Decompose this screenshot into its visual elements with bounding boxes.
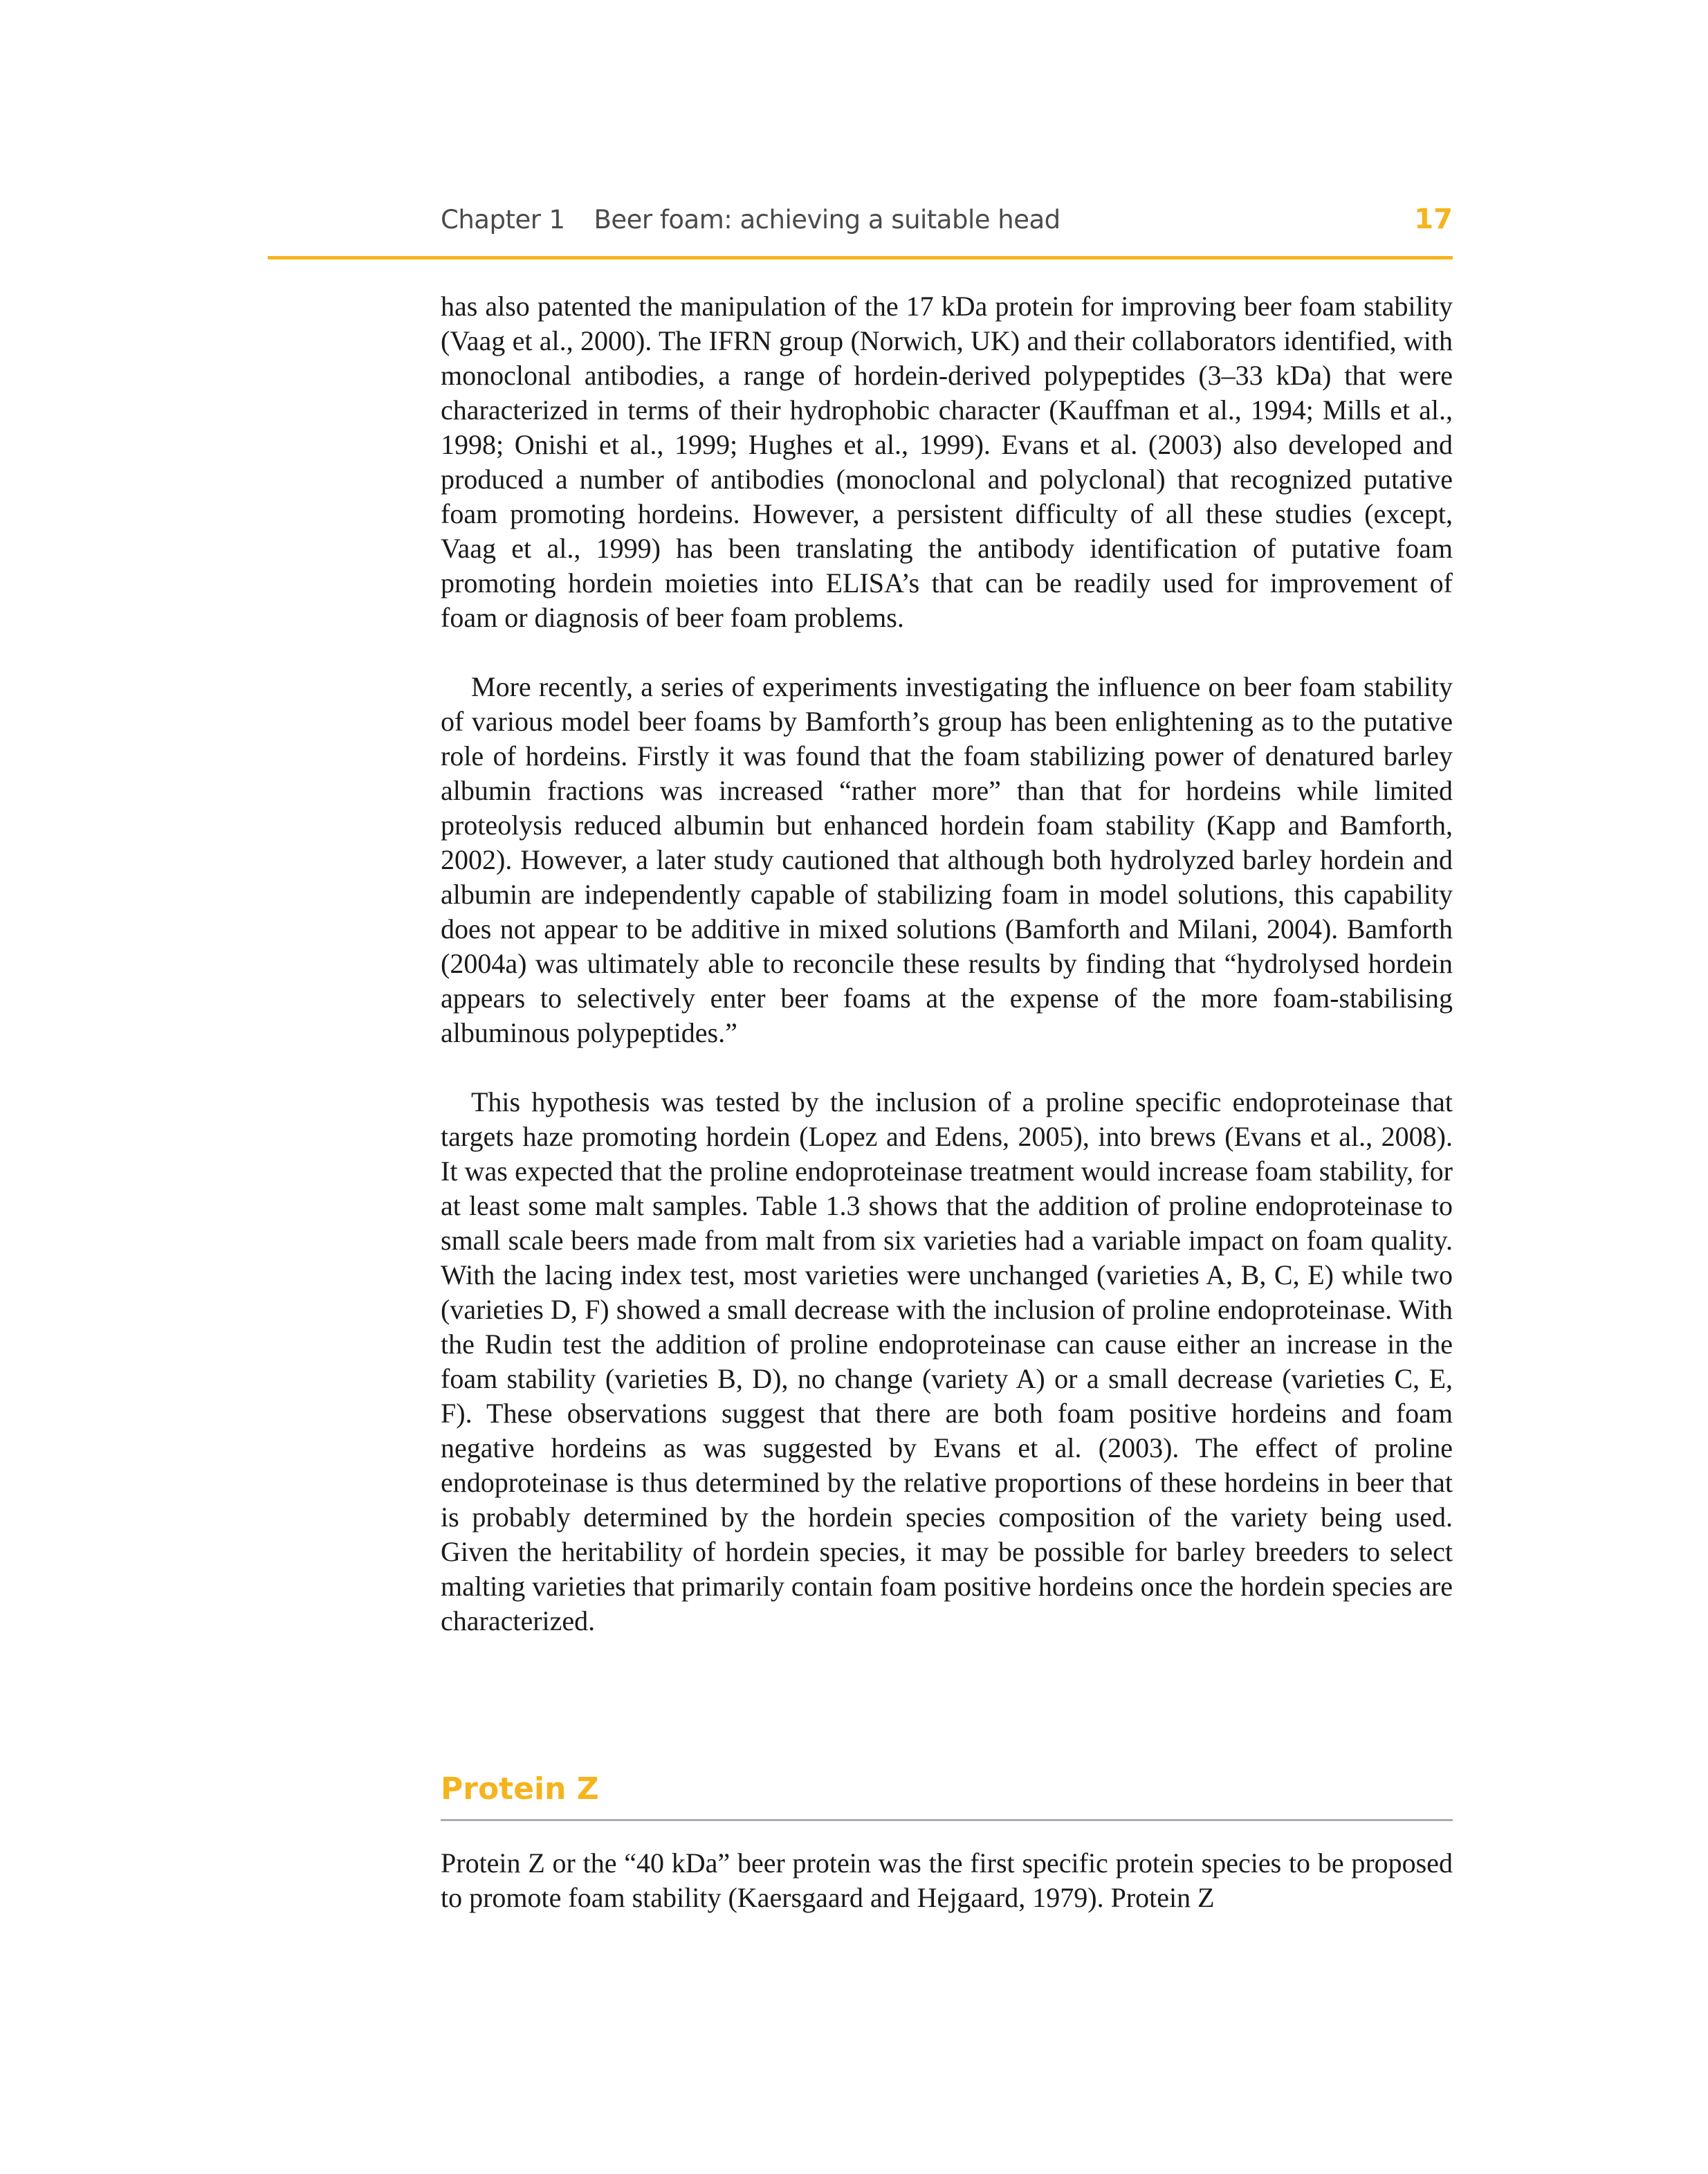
section-divider [441,1819,1453,1821]
body-paragraph-3: This hypothesis was tested by the inclusion of a proline specific endoproteinase that targets haze promoting hordein (Lopez and Edens, 2005), into brews (Evans et al., 2008). It was expected that the proline endoproteinase treatment would increase foam stability, for at least some malt samples. Table 1.3 shows that the addition of proline endoproteinase to small scale beers made from malt from six varieties had a variable impact on foam quality. With the lacing index test, most varieties were unchanged (varieties A, B, C, E) while two (varieties D, F) showed a small decrease with the inclusion of proline endoproteinase. With the Rudin test the addition of proline endoproteinase can cause either an increase in the foam stability (varieties B, D), no change (variety A) or a small decrease (varieties C, E, F). These observations suggest that there are both foam positive hordeins and foam negative hordeins as was suggested by Evans et al. (2003). The effect of proline endoproteinase is thus determined by the relative proportions of these hordeins in beer that is probably determined by the hordein species composition of the variety being used. Given the heritability of hordein species, it may be possible for barley breeders to select malting varieties that primarily contain foam positive hordeins once the hordein species are characterized. [441,1086,1453,1636]
chapter-title: Beer foam: achieving a suitable head [594,205,1060,235]
running-header-chapter [441,205,1060,235]
section-heading: Protein Z [441,1771,599,1807]
page-number: 17 [1414,203,1453,235]
chapter-number: 1 [549,205,565,235]
section-paragraph-1: Protein Z or the “40 kDa” beer protein was the first specific protein species to be proposed to promote foam stability (Kaersgaard and Hejgaard, 1979). Protein Z [441,1847,1453,1913]
body-paragraph-1: has also patented the manipulation of the 17 kDa protein for improving beer foam stability (Vaag et al., 2000). The IFRN group (Norwich, UK) and their collaborators identified, with monoclonal antibodies, a range of hordein-derived polypeptides (3–33 kDa) that were characterized in terms of their hydrophobic character (Kauffman et al., 1994; Mills et al., 1998; Onishi et al., 1999; Hughes et al., 1999). Evans et al. (2003) also developed and produced a number of antibodies (monoclonal and polyclonal) that recognized putative foam promoting hordeins. However, a persistent difficulty of all these studies (except, Vaag et al., 1999) has been translating the antibody identification of putative foam promoting hordein moieties into ELISA’s that can be readily used for improvement of foam or diagnosis of beer foam problems. [441,291,1453,633]
header-divider [268,256,1453,259]
running-header [441,205,1453,246]
chapter-label: Chapter [441,205,541,235]
body-paragraph-2: More recently, a series of experiments investigating the influence on beer foam stability of various model beer foams by Bamforth’s group has been enlightening as to the putative role of hordeins. Firstly it was found that the foam stabilizing power of denatured barley albumin fractions was increased “rather more” than that for hordeins while limited proteolysis reduced albumin but enhanced hordein foam stability (Kapp and Bamforth, 2002). However, a later study cautioned that although both hydrolyzed barley hordein and albumin are independently capable of stabilizing foam in model solutions, this capability does not appear to be additive in mixed solutions (Bamforth and Milani, 2004). Bamforth (2004a) was ultimately able to reconcile these results by finding that “hydrolysed hordein appears to selectively enter beer foams at the expense of the more foam-stabilising albuminous polypeptides.” [441,671,1453,1048]
